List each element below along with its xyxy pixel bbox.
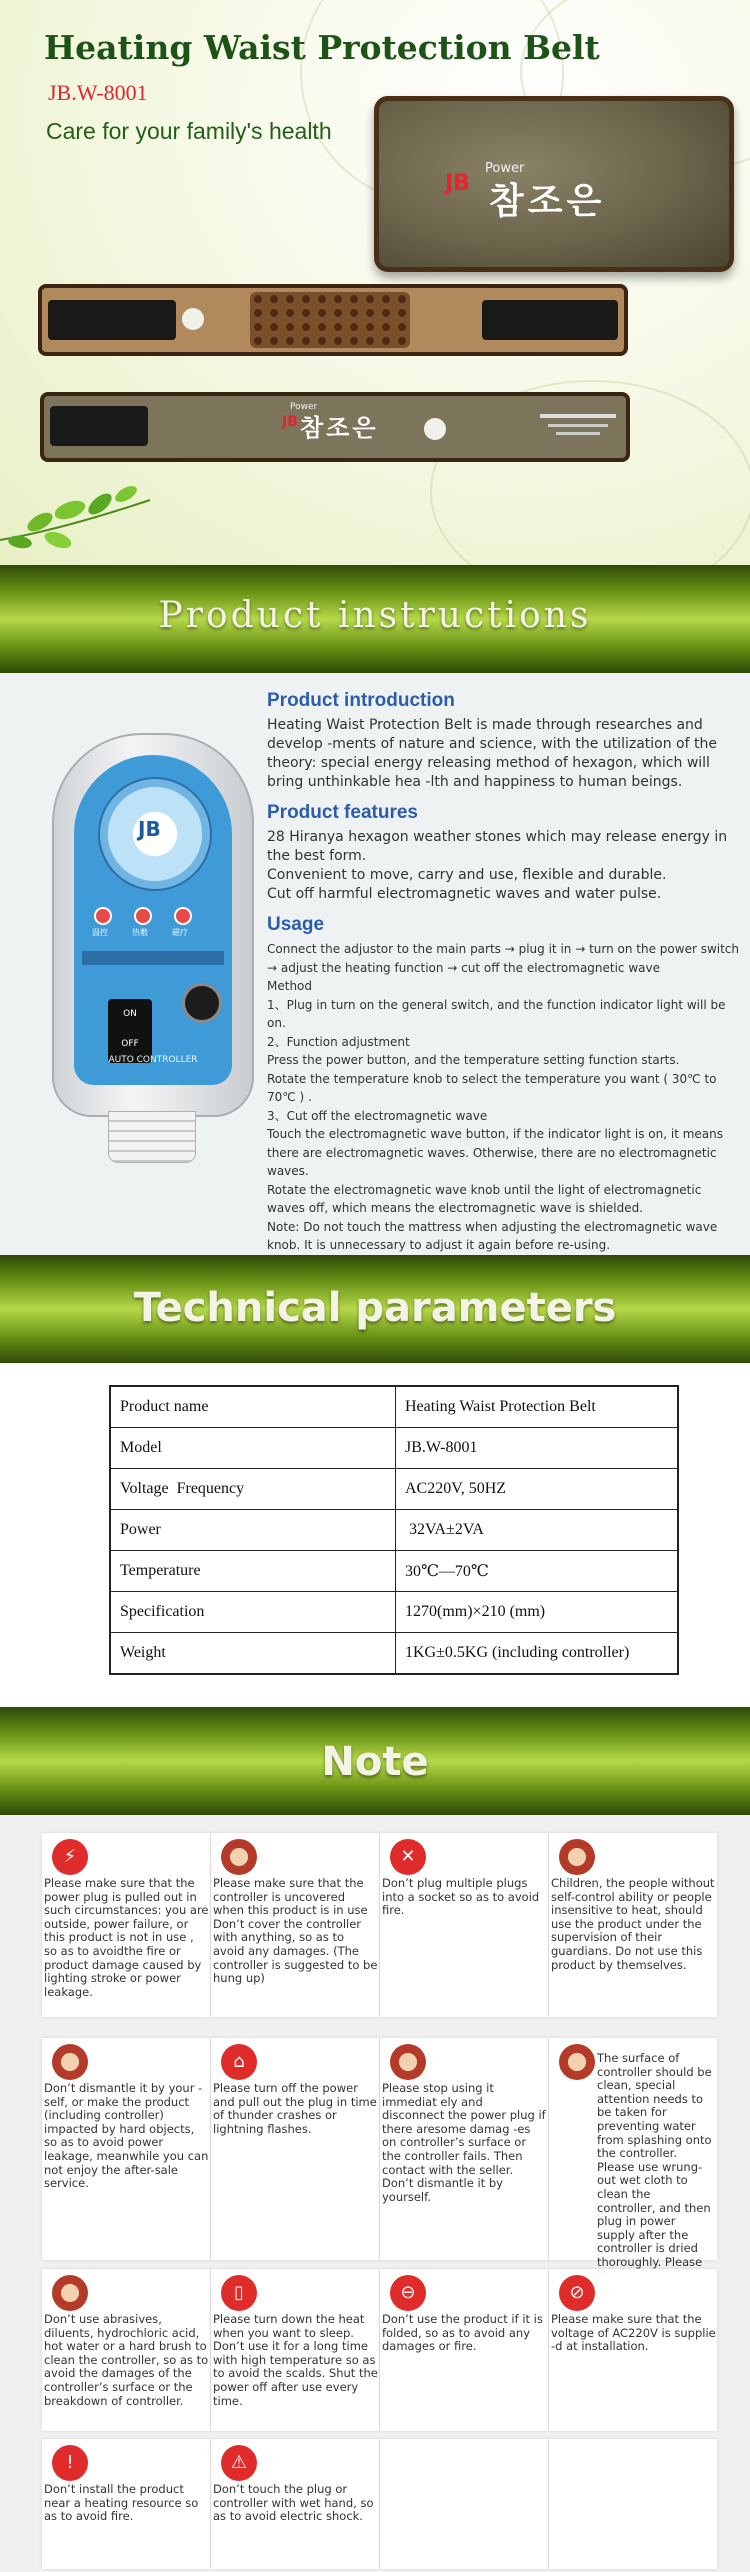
note-card xyxy=(380,2269,548,2431)
plug-warning-icon: ⚡ xyxy=(52,1839,88,1875)
brand-name: 참조은 xyxy=(489,181,606,222)
controller-image xyxy=(52,733,250,1163)
usage-line: Connect the adjustor to the main parts → plug it in → turn on the power switch → adjust the heating function → cut off the electromagnetic wave xyxy=(267,942,740,975)
controller-face xyxy=(74,755,232,1085)
belt-outer-image xyxy=(40,392,630,462)
note-card xyxy=(211,2269,379,2431)
hero-section xyxy=(0,0,750,565)
usage-line: Rotate the electromagnetic wave knob until the light of electromagnetic waves off, which means the electromagnetic wave is shielded. xyxy=(267,1182,702,1215)
no-fold-icon: ⊖ xyxy=(390,2275,426,2311)
velcro-strap xyxy=(48,300,176,340)
note-banner xyxy=(0,1707,750,1815)
usage-line: Press the power button, and the temperature setting function starts. xyxy=(267,1053,680,1067)
no-heat-source-icon: ! xyxy=(52,2445,88,2481)
param-value: Heating Waist Protection Belt xyxy=(396,1386,679,1428)
feature-item: Convenient to move, carry and use, flexible and durable. xyxy=(267,867,667,883)
brand-name: 참조은 xyxy=(300,414,379,442)
instructions-banner-title: Product instructions xyxy=(158,595,592,636)
tech-banner-title: Technical parameters xyxy=(133,1285,617,1331)
param-value: 30℃—70℃ xyxy=(396,1551,679,1592)
controller-label: AUTO CONTROLLER xyxy=(108,1055,198,1065)
note-text: Don’t touch the plug or controller with wet hand, so as to avoid electric shock. xyxy=(213,2482,374,2524)
note-text: Please turn down the heat when you want to sleep. Don’t use it for a long time with high temperature so as to avoid the scalds. Shut the power off after use every time. xyxy=(213,2312,378,2408)
brand-power-text: Power xyxy=(485,161,525,176)
brand-logo-icon: JB xyxy=(282,414,298,430)
table-row xyxy=(110,1428,678,1469)
voltage-icon: ⊘ xyxy=(559,2275,595,2311)
param-key: Temperature xyxy=(110,1551,396,1592)
multi-plug-icon: ✕ xyxy=(390,1839,426,1875)
velcro-strap xyxy=(50,406,148,446)
belt-front-image xyxy=(374,96,734,272)
note-text: The surface of controller should be clean, special attention needs to be taken for preventing water from splashing onto the controller. Please use wrung-out wet cloth to clean the controller, and then plug in power supply after the controller is dried thoroughly. Please xyxy=(597,2051,712,2269)
note-card xyxy=(211,2038,379,2260)
param-value: 1KG±0.5KG (including controller) xyxy=(396,1633,679,1675)
controller-cover-icon xyxy=(221,1839,257,1875)
note-text: Please turn off the power and pull out the plug in time of thunder crashes or lightning flashes. xyxy=(213,2081,377,2136)
note-text: Don’t use the product if it is folded, so as to avoid any damages or fire. xyxy=(382,2312,543,2354)
table-row xyxy=(110,1633,678,1675)
table-row xyxy=(110,1510,678,1551)
note-text: Don’t dismantle it by your -self, or make the product (including controller) impacted by hard objects, so as to avoid power leakage, meanwhile you can not enjoy the after-sale service. xyxy=(44,2081,209,2191)
belt-label-icon xyxy=(538,410,618,446)
stop-use-icon xyxy=(390,2044,426,2080)
usage-line: Rotate the temperature knob to select the temperature you want ( 30℃ to 70℃ ) . xyxy=(267,1071,717,1104)
brand-power-text: Power xyxy=(290,402,318,412)
note-text: Please stop using it immediat ely and disconnect the power plug if there aresome damag -es on controller’s surface or the controller fails. Then contact with the seller. Don’t dismantle it by yourself. xyxy=(382,2081,546,2204)
hexagon-stones-pad xyxy=(250,292,410,348)
note-card xyxy=(42,2269,210,2431)
note-text: Don’t use abrasives, diluents, hydrochloric acid, hot water or a hard brush to clean the controller, so as to avoid the damages of the controller’s surface or the breakdown of controller. xyxy=(44,2312,209,2408)
controller-strip xyxy=(82,951,224,965)
instructions-text xyxy=(267,690,743,1255)
velcro-strap xyxy=(482,300,618,340)
intro-text: Heating Waist Protection Belt is made through researches and develop -ments of nature and science, with the utilization of the theory: special energy releasing method of hexagon, which will bring unthinkable hea -lth and happiness to human beings. xyxy=(267,717,717,790)
cleaning-icon xyxy=(559,2044,595,2080)
empty-card xyxy=(380,2439,548,2569)
table-row xyxy=(110,1551,678,1592)
usage-title: Usage xyxy=(267,914,325,935)
note-text: Please make sure that the controller is uncovered when this product is in use Don’t cover the controller with anything, so as to avoid any damages. (The controller is suggested to be hung up) xyxy=(213,1876,378,1986)
usage-line: Touch the electromagnetic wave button, if the indicator light is on, it means there are electromagnetic waves. Otherwise, there are no electromagnetic waves. xyxy=(267,1127,723,1178)
connector-tab xyxy=(424,418,446,440)
child-icon xyxy=(559,1839,595,1875)
table-row xyxy=(110,1386,678,1428)
notes-section xyxy=(0,1815,750,2572)
no-abrasive-icon xyxy=(52,2275,88,2311)
intro-title: Product introduction xyxy=(267,690,455,711)
switch-on-label: ON xyxy=(123,1009,137,1019)
param-key: Power xyxy=(110,1510,396,1551)
note-card xyxy=(380,1833,548,2017)
feature-item: 28 Hiranya hexagon weather stones which may release energy in the best form. xyxy=(267,829,728,864)
note-card xyxy=(211,2439,379,2569)
param-value: AC220V, 50HZ xyxy=(396,1469,679,1510)
parameters-table xyxy=(109,1385,679,1675)
indicator-led xyxy=(94,907,112,925)
feature-item: Cut off harmful electromagnetic waves and water pulse. xyxy=(267,886,662,902)
param-value: 1270(mm)×210 (mm) xyxy=(396,1592,679,1633)
indicator-led xyxy=(134,907,152,925)
param-key: Specification xyxy=(110,1592,396,1633)
note-card xyxy=(549,2269,717,2431)
controller-cable xyxy=(108,1111,196,1163)
tech-banner xyxy=(0,1255,750,1363)
note-card xyxy=(380,2038,548,2260)
product-title: Heating Waist Protection Belt xyxy=(44,28,600,67)
instructions-section xyxy=(0,673,750,1255)
led-label: 热敷 xyxy=(132,928,148,937)
product-model: JB.W-8001 xyxy=(48,80,148,105)
usage-line: 3、Cut off the electromagnetic wave xyxy=(267,1108,488,1123)
param-key: Product name xyxy=(110,1386,396,1428)
table-row xyxy=(110,1469,678,1510)
note-card xyxy=(42,2038,210,2260)
table-row xyxy=(110,1592,678,1633)
note-card xyxy=(42,1833,210,2017)
tech-section xyxy=(0,1363,750,1703)
note-text: Children, the people without self-control ability or people insensitive to heat, should use the product under the supervision of their guardians. Do not use this product by themselves. xyxy=(551,1876,715,1972)
param-value: 32VA±2VA xyxy=(396,1510,679,1551)
empty-card xyxy=(549,2439,717,2569)
note-card xyxy=(549,1833,717,2017)
instructions-banner xyxy=(0,565,750,673)
heat-down-icon: ▯ xyxy=(221,2275,257,2311)
note-text: Don’t install the product near a heating resource so as to avoid fire. xyxy=(44,2482,199,2524)
brand-logo-icon: JB xyxy=(445,171,470,196)
controller-body xyxy=(52,733,254,1117)
note-text: Please make sure that the power plug is pulled out in such circumstances: you are outside, power failure, or this product is not in use , so as to avoidthe fire or product damage caused by lighting stroke or power leakage. xyxy=(44,1876,209,1999)
usage-line: 2、Function adjustment xyxy=(267,1034,410,1049)
indicator-led xyxy=(174,907,192,925)
features-title: Product features xyxy=(267,802,418,823)
note-text: Please make sure that the voltage of AC220V is supplie -d at installation. xyxy=(551,2312,716,2354)
wet-hand-icon: ⚠ xyxy=(221,2445,257,2481)
controller-dial xyxy=(98,777,212,891)
connector-tab xyxy=(182,308,204,330)
note-card xyxy=(211,1833,379,2017)
param-value: JB.W-8001 xyxy=(396,1428,679,1469)
no-dismantle-icon xyxy=(52,2044,88,2080)
param-key: Weight xyxy=(110,1633,396,1675)
power-switch xyxy=(108,999,152,1063)
usage-line: 1、Plug in turn on the general switch, and the function indicator light will be on. xyxy=(267,997,726,1030)
param-key: Model xyxy=(110,1428,396,1469)
usage-line: Note: Do not touch the mattress when adjusting the electromagnetic wave knob. It is unnecessary to adjust it again before re-using. xyxy=(267,1219,718,1252)
switch-off-label: OFF xyxy=(121,1039,139,1049)
leaves-decoration-icon xyxy=(0,470,160,560)
led-label: 温控 xyxy=(92,928,108,937)
note-text: Don’t plug multiple plugs into a socket so as to avoid fire. xyxy=(382,1876,540,1918)
temperature-knob xyxy=(182,983,222,1023)
belt-inner-image xyxy=(38,284,628,356)
param-key: Voltage Frequency xyxy=(110,1469,396,1510)
product-tagline: Care for your family's health xyxy=(46,118,332,144)
usage-line: Method xyxy=(267,979,313,993)
note-banner-title: Note xyxy=(321,1739,429,1785)
note-card xyxy=(549,2038,717,2269)
note-card xyxy=(42,2439,210,2569)
thunder-house-icon: ⌂ xyxy=(221,2044,257,2080)
led-label: 磁疗 xyxy=(172,928,188,937)
controller-logo: JB xyxy=(138,817,161,841)
